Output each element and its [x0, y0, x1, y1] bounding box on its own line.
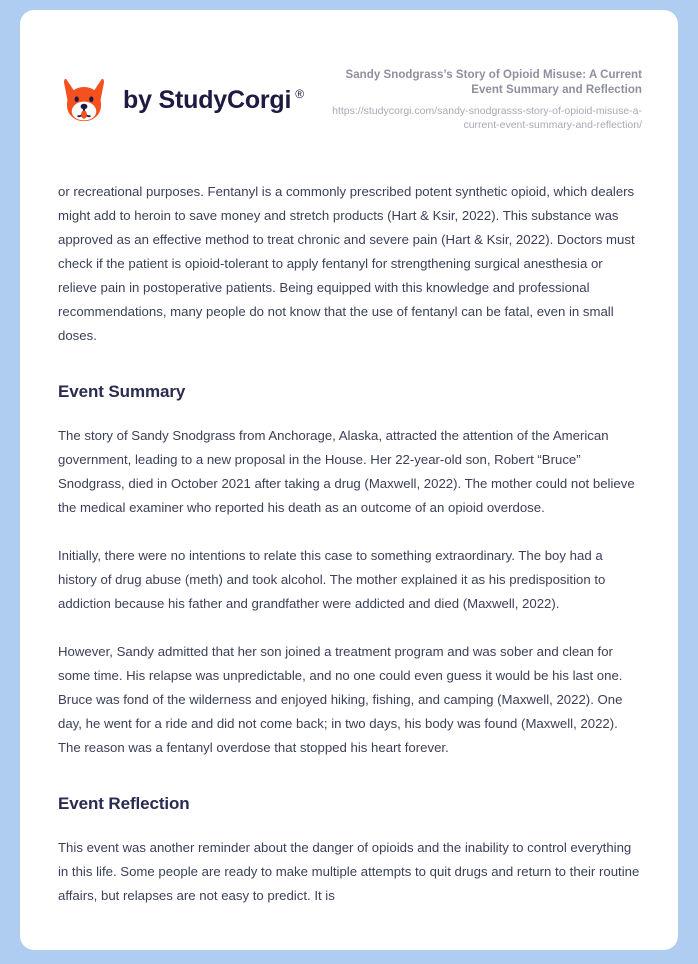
paragraph: The story of Sandy Snodgrass from Anchorage, Alaska, attracted the attention of the American government, leading to a new proposal in the House. Her 22-year-old son, Robert “Bruce” Snodgrass, died in October 2021 after taking a drug (Maxwell, 2022). The mother could not believe the medical examiner who reported his death as an outcome of an opioid overdose. — [58, 428, 635, 515]
corgi-face-icon — [58, 74, 110, 126]
brand-lockup — [58, 74, 304, 126]
document-title: Sandy Snodgrass’s Story of Opioid Misuse: A Current Event Summary and Reflection — [345, 69, 642, 96]
document-url[interactable]: https://studycorgi.com/sandy-snodgrasss-story-of-opioid-misuse-a-current-event-summary-and-reflection/ — [332, 105, 642, 131]
paragraph: This event was another reminder about the danger of opioids and the inability to control everything in this life. Some people are ready to make multiple attempts to quit drugs and return to their routine affairs, but relapses are not easy to predict. It is — [58, 840, 640, 903]
intro-paragraph: or recreational purposes. Fentanyl is a commonly prescribed potent synthetic opioid, which dealers might add to heroin to save money and stretch products (Hart & Ksir, 2022). This substance was approved as an effective method to treat chronic and severe pain (Hart & Ksir, 2022). Doctors must check if the patient is opioid-tolerant to apply fentanyl for strengthening surgical anesthesia or relieve pain in postoperative patients. Being equipped with this knowledge and professional recommendations, many people do not know that the use of fentanyl can be fatal, even in small doses. — [58, 184, 635, 343]
section-heading-event-reflection: Event Reflection — [58, 794, 190, 813]
brand-wordmark — [123, 86, 304, 115]
registered-trademark-icon: ® — [295, 86, 304, 101]
brand-wordmark-text: by StudyCorgi — [123, 85, 292, 114]
page-header — [20, 10, 678, 132]
paragraph: Initially, there were no intentions to relate this case to something extraordinary. The boy had a history of drug abuse (meth) and took alcohol. The mother explained it as his predisposition to addiction because his father and grandfather were addicted and died (Maxwell, 2022). — [58, 548, 606, 611]
section-heading-event-summary: Event Summary — [58, 382, 186, 401]
document-page-card — [20, 10, 678, 950]
paragraph: However, Sandy admitted that her son joined a treatment program and was sober and clean for some time. His relapse was unpredictable, and no one could even guess it would be his last one. Bruce was fond of the wilderness and enjoyed hiking, fishing, and camping (Maxwell, 2022). One day, he went for a ride and did not come back; in two days, his body was found (Maxwell, 2022). The reason was a fentanyl overdose that stopped his heart forever. — [58, 644, 623, 755]
document-meta — [312, 62, 642, 132]
article-body — [20, 132, 678, 908]
